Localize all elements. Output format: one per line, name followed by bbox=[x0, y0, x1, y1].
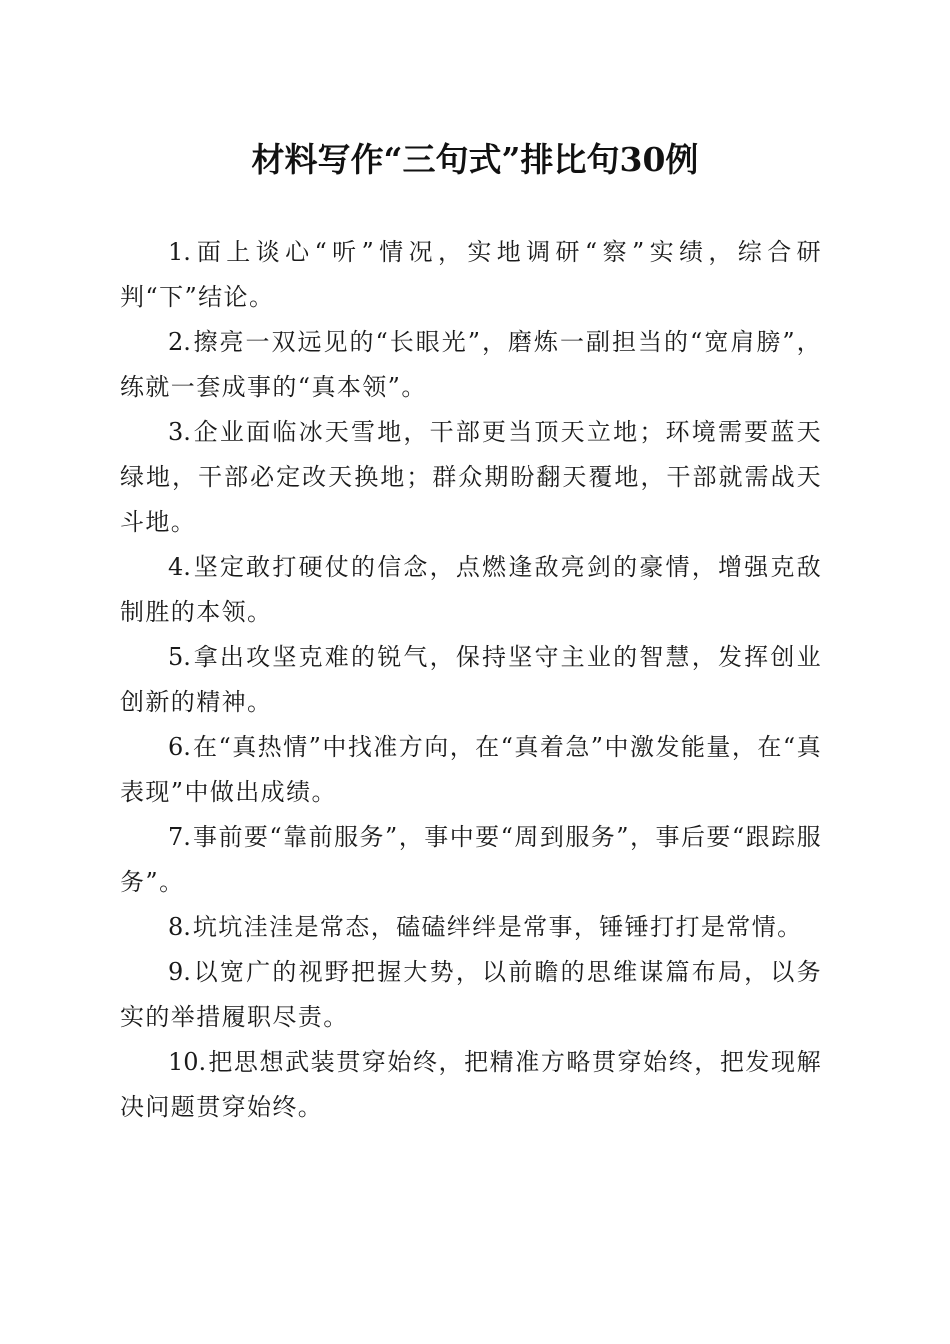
list-item bbox=[120, 635, 822, 725]
item-number: 10. bbox=[168, 1048, 207, 1076]
item-number: 1. bbox=[168, 238, 191, 266]
item-number: 7. bbox=[168, 823, 191, 851]
list-item bbox=[120, 905, 822, 950]
item-text: 把思想武装贯穿始终，把精准方略贯穿始终，把发现解决问题贯穿始终。 bbox=[120, 1048, 822, 1121]
item-text: 拿出攻坚克难的锐气，保持坚守主业的智慧，发挥创业创新的精神。 bbox=[120, 643, 822, 716]
item-text: 面上谈心“听”情况，实地调研“察”实绩，综合研判“下”结论。 bbox=[120, 238, 822, 311]
item-number: 4. bbox=[168, 553, 191, 581]
item-text: 坚定敢打硬仗的信念，点燃逢敌亮剑的豪情，增强克敌制胜的本领。 bbox=[120, 553, 822, 626]
item-text: 事前要“靠前服务”，事中要“周到服务”，事后要“跟踪服务”。 bbox=[120, 823, 822, 896]
list-item bbox=[120, 230, 822, 320]
item-number: 5. bbox=[168, 643, 191, 671]
list-item bbox=[120, 545, 822, 635]
document-title: 材料写作“三句式”排比句30例 bbox=[251, 140, 699, 179]
list-item bbox=[120, 815, 822, 905]
item-text: 坑坑洼洼是常态，磕磕绊绊是常事，锤锤打打是常情。 bbox=[192, 913, 803, 941]
item-text: 企业面临冰天雪地，干部更当顶天立地；环境需要蓝天绿地，干部必定改天换地；群众期盼翻天覆地，干部就需战天斗地。 bbox=[120, 418, 822, 536]
item-text: 擦亮一双远见的“长眼光”，磨炼一副担当的“宽肩膀”，练就一套成事的“真本领”。 bbox=[120, 328, 822, 401]
item-number: 8. bbox=[168, 913, 191, 941]
item-number: 9. bbox=[168, 958, 191, 986]
document-body bbox=[120, 230, 822, 1130]
item-text: 以宽广的视野把握大势，以前瞻的思维谋篇布局，以务实的举措履职尽责。 bbox=[120, 958, 822, 1031]
item-number: 6. bbox=[168, 733, 191, 761]
item-number: 3. bbox=[168, 418, 191, 446]
item-text: 在“真热情”中找准方向，在“真着急”中激发能量，在“真表现”中做出成绩。 bbox=[120, 733, 822, 806]
list-item bbox=[120, 1040, 822, 1130]
list-item bbox=[120, 320, 822, 410]
item-number: 2. bbox=[168, 328, 191, 356]
list-item bbox=[120, 410, 822, 545]
list-item bbox=[120, 950, 822, 1040]
list-item bbox=[120, 725, 822, 815]
